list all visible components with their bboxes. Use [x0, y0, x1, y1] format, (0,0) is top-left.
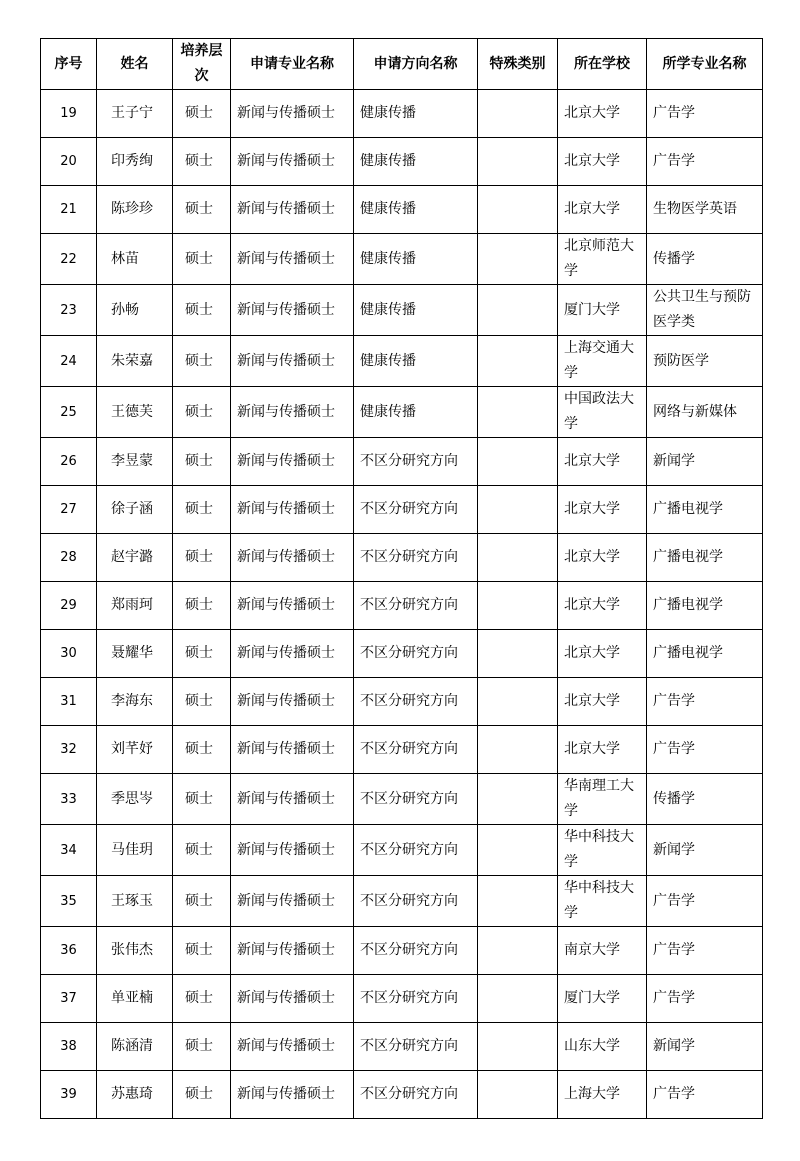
- cell-level: 硕士: [173, 582, 231, 630]
- cell-direction: 健康传播: [354, 90, 478, 138]
- cell-major: 新闻与传播硕士: [231, 975, 354, 1023]
- cell-study-major: 广告学: [647, 138, 763, 186]
- cell-level: 硕士: [173, 774, 231, 825]
- table-row: [41, 1023, 763, 1071]
- table-row: [41, 186, 763, 234]
- cell-level: 硕士: [173, 336, 231, 387]
- cell-special: [478, 825, 558, 876]
- cell-index: 38: [41, 1023, 97, 1071]
- cell-special: [478, 138, 558, 186]
- cell-study-major: 广告学: [647, 90, 763, 138]
- cell-index: 39: [41, 1071, 97, 1119]
- cell-study-major: 网络与新媒体: [647, 387, 763, 438]
- cell-study-major: 广告学: [647, 1071, 763, 1119]
- cell-major: 新闻与传播硕士: [231, 630, 354, 678]
- cell-direction: 不区分研究方向: [354, 630, 478, 678]
- cell-major: 新闻与传播硕士: [231, 534, 354, 582]
- cell-school: 南京大学: [558, 927, 647, 975]
- cell-major: 新闻与传播硕士: [231, 876, 354, 927]
- cell-index: 34: [41, 825, 97, 876]
- cell-school: 北京大学: [558, 486, 647, 534]
- cell-major: 新闻与传播硕士: [231, 285, 354, 336]
- table-row: [41, 582, 763, 630]
- cell-index: 37: [41, 975, 97, 1023]
- cell-name: 赵宇潞: [97, 534, 173, 582]
- cell-direction: 健康传播: [354, 234, 478, 285]
- cell-index: 27: [41, 486, 97, 534]
- cell-direction: 健康传播: [354, 387, 478, 438]
- cell-level: 硕士: [173, 630, 231, 678]
- table-row: [41, 387, 763, 438]
- cell-name: 陈珍珍: [97, 186, 173, 234]
- cell-index: 26: [41, 438, 97, 486]
- cell-school: 北京大学: [558, 630, 647, 678]
- cell-special: [478, 285, 558, 336]
- cell-special: [478, 186, 558, 234]
- cell-major: 新闻与传播硕士: [231, 678, 354, 726]
- cell-name: 王琢玉: [97, 876, 173, 927]
- cell-school: 中国政法大学: [558, 387, 647, 438]
- cell-study-major: 广播电视学: [647, 534, 763, 582]
- table-row: [41, 486, 763, 534]
- cell-level: 硕士: [173, 387, 231, 438]
- cell-school: 北京大学: [558, 90, 647, 138]
- table-row: [41, 726, 763, 774]
- cell-direction: 健康传播: [354, 138, 478, 186]
- cell-level: 硕士: [173, 534, 231, 582]
- cell-school: 上海交通大学: [558, 336, 647, 387]
- cell-name: 孙畅: [97, 285, 173, 336]
- header-col-major: 申请专业名称: [231, 39, 354, 90]
- cell-special: [478, 927, 558, 975]
- cell-level: 硕士: [173, 825, 231, 876]
- cell-special: [478, 582, 558, 630]
- cell-index: 25: [41, 387, 97, 438]
- cell-name: 李海东: [97, 678, 173, 726]
- cell-study-major: 广播电视学: [647, 630, 763, 678]
- cell-level: 硕士: [173, 438, 231, 486]
- cell-name: 王德芙: [97, 387, 173, 438]
- cell-level: 硕士: [173, 927, 231, 975]
- cell-level: 硕士: [173, 285, 231, 336]
- table-row: [41, 630, 763, 678]
- cell-index: 36: [41, 927, 97, 975]
- cell-study-major: 广告学: [647, 726, 763, 774]
- cell-direction: 不区分研究方向: [354, 678, 478, 726]
- cell-school: 厦门大学: [558, 285, 647, 336]
- cell-direction: 健康传播: [354, 285, 478, 336]
- cell-special: [478, 234, 558, 285]
- cell-level: 硕士: [173, 975, 231, 1023]
- cell-major: 新闻与传播硕士: [231, 927, 354, 975]
- table-header: [41, 39, 763, 90]
- cell-name: 郑雨珂: [97, 582, 173, 630]
- cell-special: [478, 774, 558, 825]
- cell-name: 苏惠琦: [97, 1071, 173, 1119]
- header-col-direction: 申请方向名称: [354, 39, 478, 90]
- cell-level: 硕士: [173, 678, 231, 726]
- table-row: [41, 336, 763, 387]
- cell-index: 32: [41, 726, 97, 774]
- cell-level: 硕士: [173, 726, 231, 774]
- cell-name: 徐子涵: [97, 486, 173, 534]
- cell-study-major: 公共卫生与预防医学类: [647, 285, 763, 336]
- cell-special: [478, 975, 558, 1023]
- cell-index: 33: [41, 774, 97, 825]
- cell-school: 华中科技大学: [558, 876, 647, 927]
- cell-major: 新闻与传播硕士: [231, 438, 354, 486]
- cell-name: 单亚楠: [97, 975, 173, 1023]
- cell-special: [478, 1023, 558, 1071]
- cell-school: 山东大学: [558, 1023, 647, 1071]
- cell-level: 硕士: [173, 138, 231, 186]
- cell-special: [478, 876, 558, 927]
- cell-level: 硕士: [173, 186, 231, 234]
- header-col-study-major: 所学专业名称: [647, 39, 763, 90]
- cell-major: 新闻与传播硕士: [231, 582, 354, 630]
- cell-direction: 不区分研究方向: [354, 582, 478, 630]
- cell-index: 24: [41, 336, 97, 387]
- cell-study-major: 预防医学: [647, 336, 763, 387]
- cell-major: 新闻与传播硕士: [231, 726, 354, 774]
- cell-direction: 不区分研究方向: [354, 1023, 478, 1071]
- cell-major: 新闻与传播硕士: [231, 186, 354, 234]
- cell-study-major: 广播电视学: [647, 486, 763, 534]
- cell-special: [478, 678, 558, 726]
- cell-study-major: 广告学: [647, 927, 763, 975]
- cell-direction: 不区分研究方向: [354, 927, 478, 975]
- cell-study-major: 新闻学: [647, 438, 763, 486]
- cell-level: 硕士: [173, 234, 231, 285]
- table-body: [41, 90, 763, 1119]
- cell-direction: 不区分研究方向: [354, 486, 478, 534]
- cell-study-major: 广播电视学: [647, 582, 763, 630]
- cell-school: 北京师范大学: [558, 234, 647, 285]
- table-row: [41, 876, 763, 927]
- cell-study-major: 广告学: [647, 876, 763, 927]
- cell-name: 王子宁: [97, 90, 173, 138]
- cell-level: 硕士: [173, 1023, 231, 1071]
- cell-major: 新闻与传播硕士: [231, 90, 354, 138]
- cell-major: 新闻与传播硕士: [231, 387, 354, 438]
- cell-name: 陈涵清: [97, 1023, 173, 1071]
- header-col-index: 序号: [41, 39, 97, 90]
- table-row: [41, 1071, 763, 1119]
- cell-study-major: 广告学: [647, 975, 763, 1023]
- header-row: [41, 39, 763, 90]
- cell-level: 硕士: [173, 876, 231, 927]
- cell-name: 马佳玥: [97, 825, 173, 876]
- cell-special: [478, 336, 558, 387]
- cell-direction: 不区分研究方向: [354, 1071, 478, 1119]
- cell-direction: 不区分研究方向: [354, 726, 478, 774]
- cell-level: 硕士: [173, 1071, 231, 1119]
- cell-school: 北京大学: [558, 138, 647, 186]
- cell-index: 29: [41, 582, 97, 630]
- cell-direction: 不区分研究方向: [354, 825, 478, 876]
- cell-name: 印秀绚: [97, 138, 173, 186]
- cell-special: [478, 630, 558, 678]
- cell-name: 季思岑: [97, 774, 173, 825]
- header-col-name: 姓名: [97, 39, 173, 90]
- cell-direction: 健康传播: [354, 186, 478, 234]
- cell-special: [478, 90, 558, 138]
- header-col-level: 培养层次: [173, 39, 231, 90]
- table-row: [41, 534, 763, 582]
- table-row: [41, 975, 763, 1023]
- cell-special: [478, 387, 558, 438]
- cell-index: 23: [41, 285, 97, 336]
- cell-name: 刘芊妤: [97, 726, 173, 774]
- header-col-school: 所在学校: [558, 39, 647, 90]
- cell-school: 北京大学: [558, 726, 647, 774]
- cell-study-major: 新闻学: [647, 825, 763, 876]
- cell-major: 新闻与传播硕士: [231, 336, 354, 387]
- table-row: [41, 825, 763, 876]
- cell-study-major: 广告学: [647, 678, 763, 726]
- cell-special: [478, 486, 558, 534]
- cell-school: 华南理工大学: [558, 774, 647, 825]
- cell-direction: 不区分研究方向: [354, 774, 478, 825]
- cell-study-major: 生物医学英语: [647, 186, 763, 234]
- table-row: [41, 138, 763, 186]
- table-row: [41, 678, 763, 726]
- cell-study-major: 传播学: [647, 234, 763, 285]
- table-row: [41, 927, 763, 975]
- cell-index: 28: [41, 534, 97, 582]
- cell-school: 华中科技大学: [558, 825, 647, 876]
- cell-direction: 不区分研究方向: [354, 438, 478, 486]
- cell-index: 20: [41, 138, 97, 186]
- table-row: [41, 234, 763, 285]
- table-row: [41, 285, 763, 336]
- cell-major: 新闻与传播硕士: [231, 138, 354, 186]
- cell-school: 北京大学: [558, 534, 647, 582]
- cell-school: 上海大学: [558, 1071, 647, 1119]
- table-row: [41, 774, 763, 825]
- cell-study-major: 新闻学: [647, 1023, 763, 1071]
- cell-special: [478, 534, 558, 582]
- table-row: [41, 90, 763, 138]
- cell-level: 硕士: [173, 486, 231, 534]
- cell-direction: 不区分研究方向: [354, 534, 478, 582]
- cell-index: 21: [41, 186, 97, 234]
- cell-school: 北京大学: [558, 438, 647, 486]
- cell-name: 林苗: [97, 234, 173, 285]
- cell-school: 北京大学: [558, 582, 647, 630]
- cell-special: [478, 438, 558, 486]
- cell-index: 35: [41, 876, 97, 927]
- cell-index: 22: [41, 234, 97, 285]
- cell-name: 张伟杰: [97, 927, 173, 975]
- cell-study-major: 传播学: [647, 774, 763, 825]
- cell-major: 新闻与传播硕士: [231, 486, 354, 534]
- cell-special: [478, 1071, 558, 1119]
- admission-list-table: [40, 38, 763, 1119]
- cell-name: 朱荣嘉: [97, 336, 173, 387]
- cell-index: 30: [41, 630, 97, 678]
- table-row: [41, 438, 763, 486]
- cell-name: 聂耀华: [97, 630, 173, 678]
- cell-name: 李昱蒙: [97, 438, 173, 486]
- cell-school: 北京大学: [558, 186, 647, 234]
- cell-school: 北京大学: [558, 678, 647, 726]
- cell-major: 新闻与传播硕士: [231, 1023, 354, 1071]
- cell-index: 31: [41, 678, 97, 726]
- cell-major: 新闻与传播硕士: [231, 234, 354, 285]
- cell-index: 19: [41, 90, 97, 138]
- cell-school: 厦门大学: [558, 975, 647, 1023]
- cell-major: 新闻与传播硕士: [231, 825, 354, 876]
- cell-major: 新闻与传播硕士: [231, 774, 354, 825]
- header-col-special: 特殊类别: [478, 39, 558, 90]
- cell-direction: 不区分研究方向: [354, 975, 478, 1023]
- cell-major: 新闻与传播硕士: [231, 1071, 354, 1119]
- cell-special: [478, 726, 558, 774]
- cell-direction: 健康传播: [354, 336, 478, 387]
- cell-direction: 不区分研究方向: [354, 876, 478, 927]
- cell-level: 硕士: [173, 90, 231, 138]
